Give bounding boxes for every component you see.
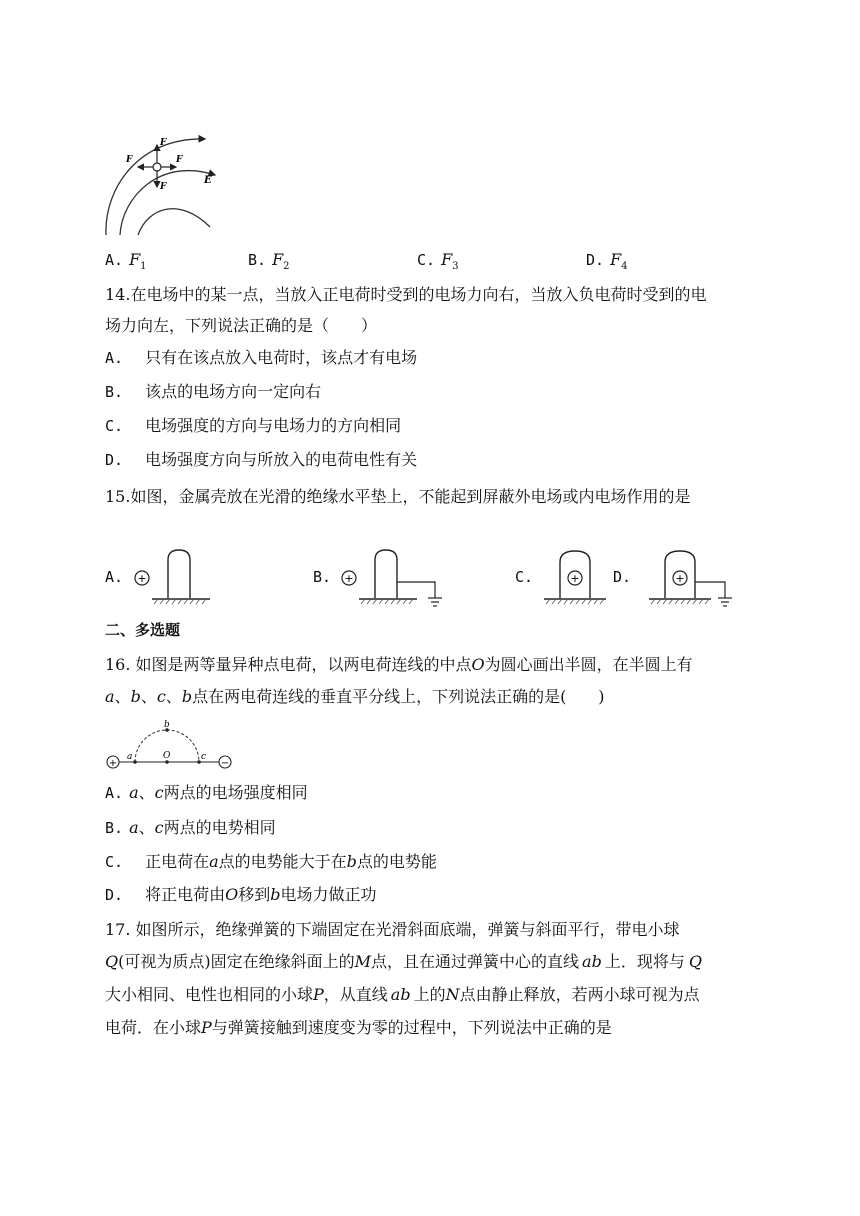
text: 、: [140, 687, 157, 706]
plus-sign: +: [344, 572, 354, 585]
option-text: F: [441, 250, 453, 269]
option-text: F: [610, 250, 622, 269]
q13-field-lines-figure: [100, 127, 230, 239]
q17-stem-line2: [105, 952, 702, 972]
text: 、: [165, 687, 182, 706]
point-c-label: c: [201, 752, 207, 762]
f4-label: F: [126, 155, 133, 165]
text-var: a: [129, 818, 139, 837]
option-letter: B.: [105, 383, 124, 401]
text-var: c: [154, 818, 164, 837]
text-var: ab: [390, 985, 411, 1004]
text-var: a: [129, 783, 139, 802]
option-text: 只有在该点放入电荷时，该点才有电场: [145, 348, 418, 367]
text-var: P: [313, 985, 324, 1004]
text-var: P: [201, 1018, 212, 1037]
q14-stem-line1: 14.在电场中的某一点，当放入正电荷时受到的电场力向右，当放入负电荷时受到的电: [105, 285, 707, 304]
option-letter: D.: [105, 886, 124, 904]
text: 电荷．在小球: [105, 1018, 202, 1037]
q13-option-b[interactable]: [248, 250, 290, 277]
text: 、: [138, 818, 155, 837]
plus-sign: +: [570, 572, 580, 585]
text-var: b: [130, 687, 141, 706]
text: 16. 如图是两等量异种点电荷，以两电荷连线的中点: [105, 655, 472, 674]
q15-option-c[interactable]: [515, 567, 533, 586]
q14-stem-line2: 场力向左，下列说法正确的是（ ）: [105, 316, 378, 335]
option-text: 两点的电势相同: [163, 818, 276, 837]
text-var: a: [105, 687, 115, 706]
text-var: b: [346, 852, 357, 871]
q15-option-a[interactable]: [105, 567, 123, 586]
option-text: 将正电荷由: [145, 885, 226, 904]
plus-sign: +: [675, 572, 685, 585]
option-text: 移到: [238, 885, 271, 904]
text: ，从直线: [323, 985, 388, 1004]
option-letter: B.: [105, 819, 124, 837]
plus-charge-label: +: [108, 758, 118, 769]
text: 、: [138, 783, 155, 802]
q15-figure-d: [645, 548, 745, 610]
q15-figure-a: [130, 548, 220, 606]
text-var: N: [445, 985, 460, 1004]
option-sub: 4: [621, 261, 628, 273]
f1-label: F: [160, 138, 167, 148]
option-text: F: [272, 250, 284, 269]
q15-option-b[interactable]: [313, 567, 331, 586]
option-sub: 1: [140, 261, 147, 273]
q15-option-d[interactable]: [613, 567, 631, 586]
q13-option-a[interactable]: [105, 250, 147, 277]
text: 上．现将与: [604, 952, 685, 971]
q14-option-c[interactable]: [105, 416, 401, 436]
option-letter: A.: [105, 349, 124, 367]
point-b-label: b: [164, 720, 170, 730]
q13-option-c[interactable]: [417, 250, 459, 277]
point-o-label: O: [163, 751, 171, 761]
text: 点由静止释放，若两小球可视为点: [459, 985, 700, 1004]
q15-figure-c: [540, 548, 610, 606]
text-var: O: [225, 885, 239, 904]
q14-option-b[interactable]: [105, 382, 321, 402]
option-sub: 3: [452, 261, 459, 273]
option-sub: 2: [283, 261, 290, 273]
point-a-label: a: [127, 752, 133, 762]
option-text: 点的电势能: [356, 852, 437, 871]
text: 点在两电荷连线的垂直平分线上，下列说法正确的是( ): [192, 687, 605, 706]
option-letter: B.: [313, 568, 332, 586]
f3-label: F: [160, 182, 167, 192]
option-text: 点的电势能大于在: [218, 852, 347, 871]
q16-option-c[interactable]: [105, 852, 437, 872]
text-var: ab: [582, 952, 602, 971]
option-letter: A.: [105, 251, 124, 269]
text-var: Q: [105, 952, 119, 971]
text-var: Q: [688, 952, 702, 971]
text: 、: [114, 687, 131, 706]
section-heading: 二、多选题: [105, 621, 181, 639]
q17-stem-line4: [105, 1018, 612, 1038]
option-text: 两点的电场强度相同: [163, 783, 308, 802]
q16-option-b[interactable]: [105, 818, 276, 838]
q16-stem-line1: [105, 655, 693, 675]
text-var: a: [209, 852, 219, 871]
text-var: b: [181, 687, 193, 706]
q13-option-d[interactable]: [586, 250, 628, 277]
option-text: 正电荷在: [145, 852, 210, 871]
option-text: 电场强度的方向与电场力的方向相同: [145, 416, 402, 435]
f2-label: F: [176, 155, 183, 165]
e-label: E: [204, 175, 212, 186]
text: 大小相同、电性也相同的小球: [105, 985, 314, 1004]
option-letter: C.: [417, 251, 436, 269]
q17-stem-line1: 17. 如图所示，绝缘弹簧的下端固定在光滑斜面底端，弹簧与斜面平行，带电小球: [105, 920, 680, 939]
text: 为圆心画出半圆，在半圆上有: [484, 655, 693, 674]
plus-sign: +: [137, 572, 147, 585]
option-text: 电场力做正功: [280, 885, 377, 904]
q16-option-a[interactable]: [105, 783, 308, 803]
text-var: c: [156, 687, 166, 706]
text-var: b: [270, 885, 281, 904]
option-letter: C.: [105, 853, 124, 871]
text-var: c: [154, 783, 164, 802]
option-text: 电场强度方向与所放入的电荷电性有关: [145, 450, 418, 469]
option-text: F: [129, 250, 141, 269]
option-letter: D.: [613, 568, 632, 586]
option-letter: B.: [248, 251, 267, 269]
minus-charge-label: −: [220, 758, 230, 769]
q16-stem-line2: [105, 687, 605, 707]
option-letter: C.: [515, 568, 534, 586]
text-var: M: [354, 952, 372, 971]
option-letter: A.: [105, 568, 124, 586]
q14-option-d[interactable]: [105, 450, 417, 470]
q16-semicircle-figure: [103, 716, 235, 772]
option-text: 该点的电场方向一定向右: [145, 382, 322, 401]
q14-option-a[interactable]: [105, 348, 417, 368]
option-letter: D.: [105, 451, 124, 469]
q16-option-d[interactable]: [105, 885, 376, 905]
text: 上的: [413, 985, 446, 1004]
q15-stem: 15.如图，金属壳放在光滑的绝缘水平垫上，不能起到屏蔽外电场或内电场作用的是: [105, 487, 691, 506]
text: (可视为质点)固定在绝缘斜面上的: [118, 952, 355, 971]
q15-figure-b: [337, 548, 447, 610]
option-letter: D.: [586, 251, 605, 269]
option-letter: C.: [105, 417, 124, 435]
text: 点，且在通过弹簧中心的直线: [371, 952, 580, 971]
text: 与弹簧接触到速度变为零的过程中，下列说法中正确的是: [211, 1018, 612, 1037]
option-letter: A.: [105, 784, 124, 802]
text-var: O: [471, 655, 485, 674]
q17-stem-line3: [105, 985, 700, 1005]
